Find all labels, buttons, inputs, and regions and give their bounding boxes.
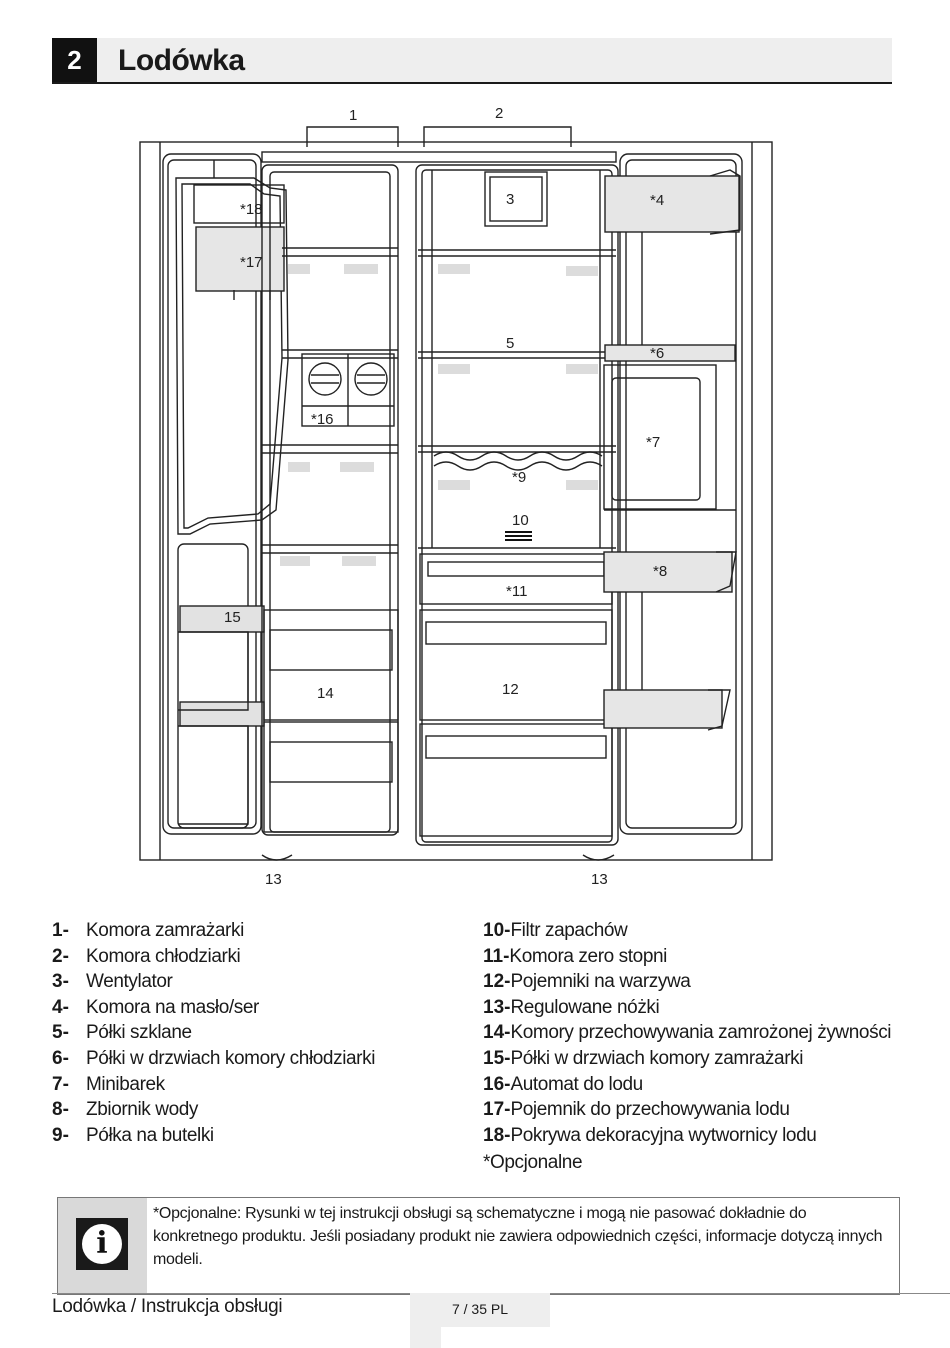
- legend-item: 16-Automat do lodu: [483, 1073, 643, 1095]
- label-13-left: 13: [265, 871, 282, 888]
- label-14: 14: [317, 685, 334, 702]
- legend-item: 1- Komora zamrażarki: [52, 920, 244, 941]
- info-note-text: *Opcjonalne: Rysunki w tej instrukcji obsługi są schematyczne i mogą nie pasować dokładnie do konkretnego produktu. Jeśli posiadany produkt nie zawiera odpowiednich części, informacje dotyczą innych modeli.: [153, 1205, 883, 1268]
- section-header: [52, 38, 892, 84]
- label-7: *7: [646, 434, 661, 451]
- label-6: *6: [650, 345, 665, 362]
- label-11: *11: [506, 583, 528, 600]
- label-8: *8: [653, 563, 668, 580]
- info-note: [57, 1197, 900, 1295]
- legend-item: 10-Filtr zapachów: [483, 920, 628, 941]
- legend-item: 9- Półka na butelki: [52, 1124, 214, 1146]
- fridge-diagram: [0, 90, 950, 900]
- legend-item: 8- Zbiornik wody: [52, 1099, 199, 1121]
- legend-left: [52, 918, 472, 1148]
- legend-item: 3- Wentylator: [52, 971, 173, 993]
- label-5: 5: [506, 335, 515, 352]
- label-16: *16: [311, 411, 334, 428]
- footer-tab: [410, 1327, 441, 1348]
- legend-item: 7- Minibarek: [52, 1073, 165, 1095]
- label-10: 10: [512, 512, 529, 529]
- legend-item: 14-Komory przechowywania zamrożonej żywności: [483, 1022, 892, 1044]
- legend-item: 4- Komora na masło/ser: [52, 996, 259, 1018]
- legend-item: 5- Półki szklane: [52, 1022, 192, 1044]
- label-3: 3: [506, 191, 515, 208]
- legend-item: 15-Półki w drzwiach komory zamrażarki: [483, 1047, 804, 1069]
- legend-item: 12-Pojemniki na warzywa: [483, 971, 691, 993]
- legend-item: 17-Pojemnik do przechowywania lodu: [483, 1099, 790, 1121]
- label-13-right: 13: [591, 871, 608, 888]
- label-15: 15: [224, 609, 241, 626]
- label-4: *4: [650, 192, 665, 209]
- section-title: Lodówka: [118, 44, 245, 77]
- section-number: 2: [52, 38, 97, 82]
- footer-title: Lodówka / Instrukcja obsługi: [52, 1296, 283, 1317]
- legend-item: 13-Regulowane nóżki: [483, 996, 660, 1018]
- label-9: *9: [512, 469, 527, 486]
- fridge-drawing: [0, 90, 950, 900]
- label-17: *17: [240, 254, 263, 271]
- label-18: *18: [240, 201, 263, 218]
- legend-item: 11-Komora zero stopni: [483, 945, 667, 967]
- legend-item: 6- Półki w drzwiach komory chłodziarki: [52, 1047, 376, 1069]
- label-1: 1: [349, 107, 358, 124]
- optional-note: *Opcjonalne: [483, 1152, 583, 1174]
- label-2: 2: [495, 105, 504, 122]
- info-icon: i: [76, 1218, 128, 1270]
- legend-item: 18-Pokrywa dekoracyjna wytwornicy lodu: [483, 1124, 817, 1146]
- legend-right: [483, 918, 923, 1176]
- info-icon-box: [58, 1198, 147, 1294]
- label-12: 12: [502, 681, 519, 698]
- legend-item: 2- Komora chłodziarki: [52, 945, 241, 967]
- page-number: 7 / 35 PL: [410, 1293, 550, 1327]
